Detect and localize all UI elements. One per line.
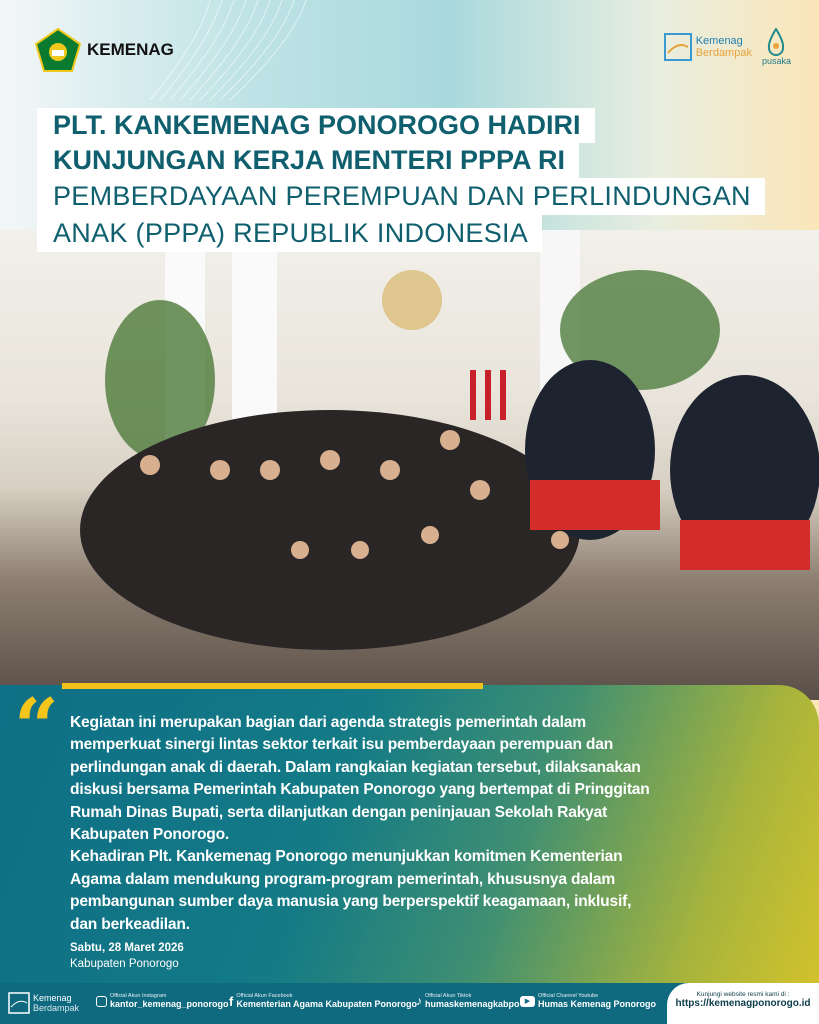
headline-line-3: PEMBERDAYAAN PEREMPUAN DAN PERLINDUNGAN	[37, 178, 765, 215]
website-link[interactable]: Kunjungi website resmi kami di : https://kemenagponorogo.id	[667, 983, 819, 1024]
headline-line-1: PLT. KANKEMENAG PONOROGO HADIRI	[37, 108, 595, 143]
kemenag-emblem-icon	[35, 28, 81, 72]
instagram-link[interactable]: Official Akun Instagram kantor_kemenag_ponorogo	[96, 993, 229, 1009]
brand-name: KEMENAG	[87, 40, 174, 59]
kemenag-logo	[35, 28, 174, 72]
berdampak-icon	[664, 33, 692, 61]
pusaka-logo: pusaka	[762, 28, 791, 66]
facebook-icon: f	[229, 993, 234, 1009]
youtube-icon: ▶	[520, 996, 535, 1007]
group-photo-illustration	[0, 230, 819, 700]
post-date: Sabtu, 28 Maret 2026	[70, 942, 184, 954]
berdampak-icon	[8, 992, 30, 1014]
post-meta	[70, 940, 184, 972]
kemenag-berdampak-logo: Kemenag Berdampak	[664, 33, 752, 61]
tiktok-link[interactable]: ♪ Official Akun Tiktok humaskemenagkabpo	[416, 993, 520, 1009]
event-photo	[0, 230, 819, 700]
accent-bar	[62, 683, 483, 689]
tiktok-icon: ♪	[416, 994, 422, 1008]
headline-line-4: ANAK (PPPA) REPUBLIK INDONESIA	[37, 215, 542, 252]
youtube-link[interactable]: ▶ Official Channel Youtube Humas Kemenag Ponorogo	[520, 993, 656, 1009]
headline	[37, 108, 765, 252]
footer-brand: Kemenag Berdampak	[8, 992, 79, 1014]
facebook-link[interactable]: f Official Akun Facebook Kementerian Agama Kabupaten Ponorogo	[229, 993, 418, 1009]
footer	[0, 983, 819, 1024]
instagram-icon	[96, 996, 107, 1007]
post-location: Kabupaten Ponorogo	[70, 958, 179, 970]
pusaka-drop-icon	[767, 28, 785, 56]
article-body: Kegiatan ini merupakan bagian dari agenda strategis pemerintah dalam memperkuat sinergi lintas sektor terkait isu pemberdayaan perempuan dan perlindungan anak di daerah. Dalam rangkaian kegiatan tersebut, dilaksanakan diskusi bersama Pemerintah Kabupaten Ponorogo yang bertempat di Pringgitan Rumah Dinas Bupati, serta dilanjutkan dengan peninjauan Sekolah Rakyat Kabupaten Ponorogo. Kehadiran Plt. Kankemenag Ponorogo menunjukkan komitmen Kementerian Agama dalam mendukung program-program pemerintah, khususnya dalam pembangunan sumber daya manusia yang berperspektif keagamaan, inklusif, dan berkeadilan.	[70, 714, 650, 933]
headline-line-2: KUNJUNGAN KERJA MENTERI PPPA RI	[37, 143, 579, 178]
quote-mark-icon: “	[14, 682, 59, 773]
